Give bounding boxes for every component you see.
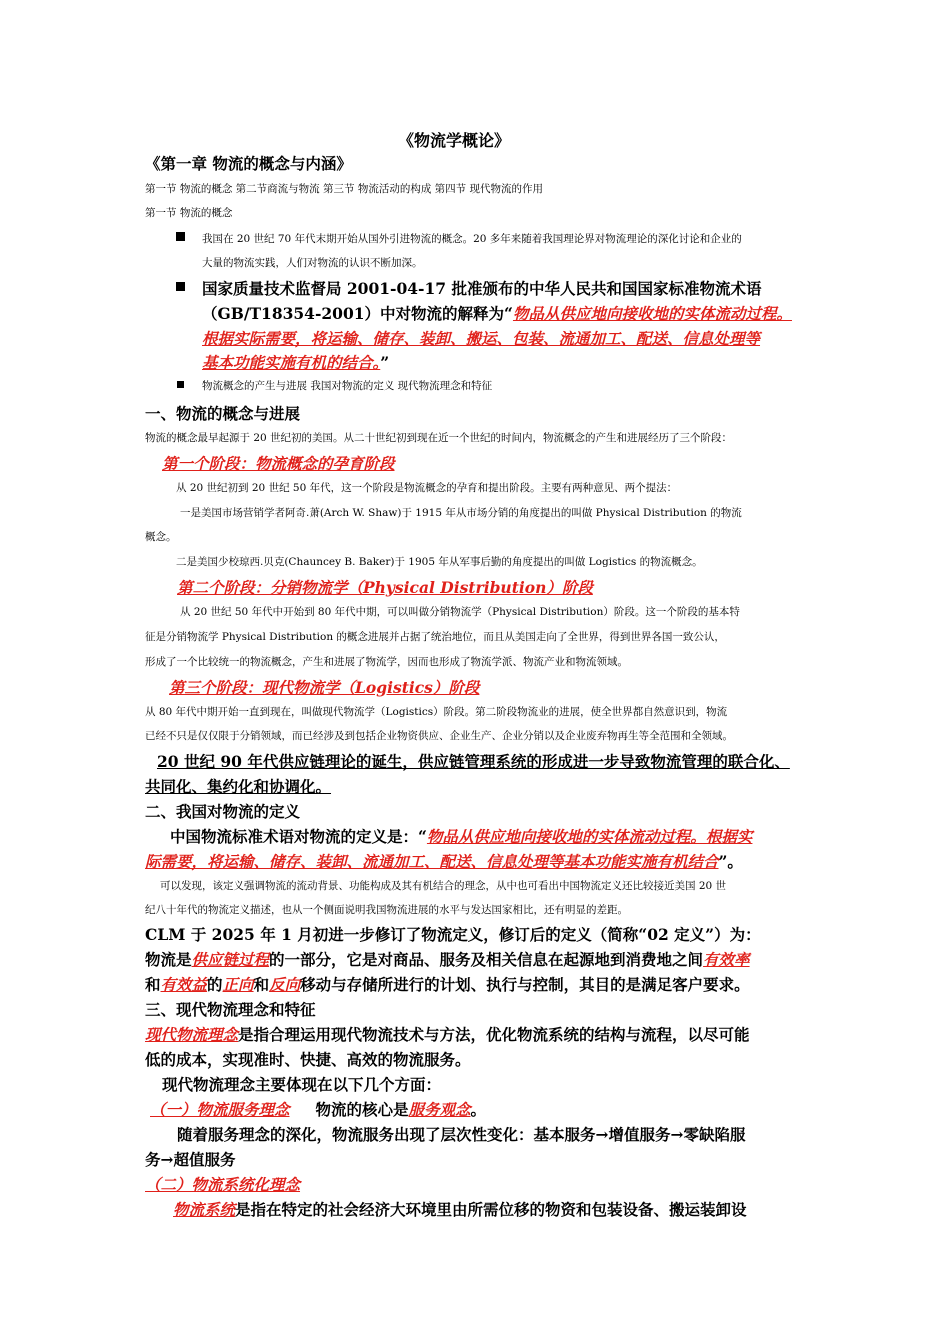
definition-line2: 际需要，将运输、储存、装卸、流通加工、配送、信息处理等基本功能实施有机结合”。 (145, 852, 743, 871)
definition-highlight: 际需要，将运输、储存、装卸、流通加工、配送、信息处理等基本功能实施有机结合 (145, 852, 719, 871)
clm-line3: 和有效益的正向和反向移动与存储所进行的计划、执行与控制，其目的是满足客户要求。 (145, 975, 750, 994)
bullet-square-icon (177, 381, 184, 388)
paragraph: 征是分销物流学 Physical Distribution 的概念进展并占据了统治地位，而且从美国走向了全世界，得到世界各国一致公认， (145, 631, 725, 643)
paragraph: 物流的概念最早起源于 20 世纪初的美国。从二十世纪初到现在近一个世纪的时间内，物流概念的产生和进展经历了三个阶段： (145, 432, 733, 444)
bullet-square-icon (176, 232, 185, 241)
modern-line7: （二）物流系统化理念 (145, 1175, 301, 1194)
paragraph: 从 20 世纪 50 年代中开始到 80 年代中期，可以叫做分销物流学（Physical Distribution）阶段。这一个阶段的基本特 (180, 606, 740, 618)
paragraph: 形成了一个比较统一的物流概念，产生和进展了物流学，因而也形成了物流学派、物流产业和物流领域。 (145, 656, 628, 668)
clm-line1: CLM 于 2025 年 1 月初进一步修订了物流定义，修订后的定义（简称“02 定义”）为： (145, 925, 761, 944)
paragraph: 可以发现，该定义强调物流的流动背景、功能构成及其有机结合的理念，从中也可看出中国物流定义还比较接近美国 20 世 (160, 880, 727, 892)
stage1-heading: 第一个阶段：物流概念的孕育阶段 (162, 454, 395, 473)
heading-3: 三、现代物流理念和特征 (145, 1000, 316, 1019)
heading-2: 二、我国对物流的定义 (145, 802, 301, 821)
bullet1-line1: 我国在 20 世纪 70 年代末期开始从国外引进物流的概念。20 多年来随着我国理论界对物流理论的深化讨论和企业的 (202, 233, 742, 245)
paragraph: 二是美国少校琼西.贝克(Chauncey B. Baker)于 1905 年从军事后勤的角度提出的叫做 Logistics 的物流概念。 (176, 556, 703, 568)
bullet1-line2: 大量的物流实践，人们对物流的认识不断加深。 (202, 257, 423, 269)
modern-line1: 现代物流理念是指合理运用现代物流技术与方法，优化物流系统的结构与流程，以尽可能 (145, 1025, 750, 1044)
paragraph: 从 80 年代中期开始一直到现在，叫做现代物流学（Logistics）阶段。第二阶段物流业的进展，使全世界都自然意识到，物流 (145, 706, 728, 718)
bullet2-line1: 国家质量技术监督局 2001-04-17 批准颁布的中华人民共和国国家标准物流术语 (202, 279, 762, 298)
bullet-square-icon (176, 282, 185, 291)
stage3-heading: 第三个阶段：现代物流学（Logistics）阶段 (169, 678, 480, 697)
modern-line8: 物流系统是指在特定的社会经济大环境里由所需位移的物资和包装设备、搬运装卸设 (173, 1200, 747, 1219)
document-title: 《物流学概论》 (398, 131, 511, 150)
paragraph: 从 20 世纪初到 20 世纪 50 年代，这一个阶段是物流概念的孕育和提出阶段。主要有两种意见、两个提法： (176, 482, 678, 494)
bullet2-highlight: 物品从供应地向接收地的实体流动过程。 (512, 304, 792, 323)
bullet2-highlight: 基本功能实施有机的结合。 (202, 353, 381, 372)
paragraph: 已经不只是仅仅限于分销领域，而已经涉及到包括企业物资供应、企业生产、企业分销以及企业废弃物再生等全范围和全领域。 (145, 730, 733, 742)
modern-line4: （一）物流服务理念 物流的核心是服务观念。 (150, 1100, 487, 1119)
modern-line6: 务→超值服务 (145, 1150, 236, 1169)
clm-line2: 物流是供应链过程的一部分，它是对商品、服务及相关信息在起源地到消费地之间有效率 (145, 950, 750, 969)
chapter-title: 《第一章 物流的概念与内涵》 (145, 154, 352, 173)
modern-line3: 现代物流理念主要体现在以下几个方面： (162, 1075, 442, 1094)
bullet2-text: （GB/T18354-2001）中对物流的解释为“ (202, 304, 513, 323)
bold-statement: 共同化、集约化和协调化。 (145, 777, 332, 796)
paragraph: 概念。 (145, 531, 177, 543)
paragraph: 纪八十年代的物流定义描述，也从一个侧面说明我国物流进展的水平与发达国家相比，还有明显的差距。 (145, 904, 628, 916)
bullet2-highlight: 根据实际需要，将运输、储存、装卸、搬运、包装、流通加工、配送、信息处理等 (202, 329, 761, 348)
definition-highlight: 物品从供应地向接收地的实体流动过程。根据实 (426, 827, 753, 846)
heading-1: 一、物流的概念与进展 (145, 404, 301, 423)
bold-statement: 20 世纪 90 年代供应链理论的诞生，供应链管理系统的形成进一步导致物流管理的联合化、 (157, 752, 790, 771)
definition-line1: 中国物流标准术语对物流的定义是：“物品从供应地向接收地的实体流动过程。根据实 (170, 827, 753, 846)
bullet2-line2 (202, 302, 792, 324)
section-list: 第一节 物流的概念 第二节商流与物流 第三节 物流活动的构成 第四节 现代物流的作用 (145, 183, 544, 195)
paragraph: 一是美国市场营销学者阿奇.萧(Arch W. Shaw)于 1915 年从市场分销的角度提出的叫做 Physical Distribution 的物流 (180, 507, 742, 519)
modern-line5: 随着服务理念的深化，物流服务出现了层次性变化：基本服务→增值服务→零缺陷服 (177, 1125, 746, 1144)
bullet2-line3 (202, 327, 760, 349)
stage2-heading: 第二个阶段：分销物流学（Physical Distribution）阶段 (177, 578, 593, 597)
bullet2-line4 (202, 351, 389, 373)
bullet2-quote: ” (380, 353, 390, 372)
modern-line2: 低的成本，实现准时、快捷、高效的物流服务。 (145, 1050, 471, 1069)
bullet3-line: 物流概念的产生与进展 我国对物流的定义 现代物流理念和特征 (202, 380, 493, 392)
section-title: 第一节 物流的概念 (145, 207, 233, 219)
